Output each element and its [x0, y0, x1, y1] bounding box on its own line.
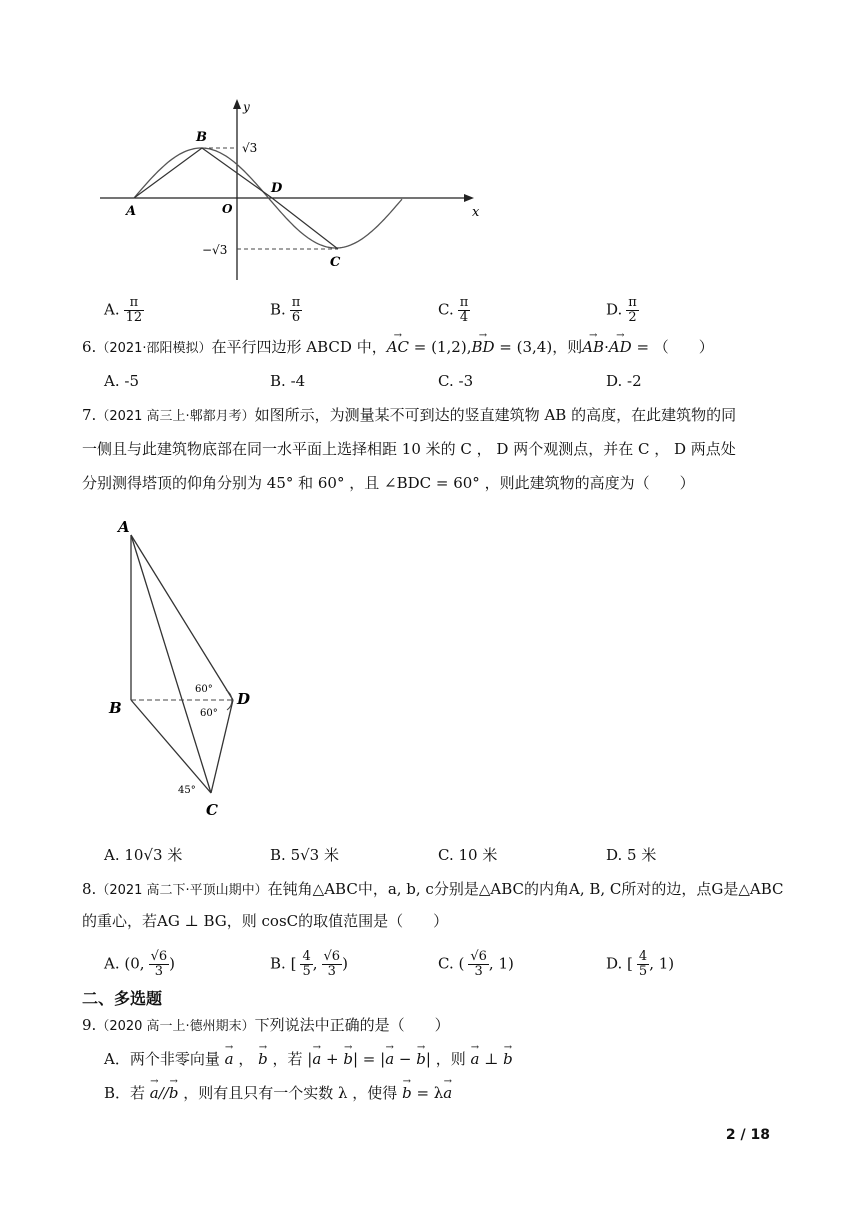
- q6-option-d[interactable]: D. -2: [606, 372, 642, 390]
- q6-option-a[interactable]: A. -5: [104, 372, 140, 390]
- vector-bd: → BD: [471, 336, 494, 358]
- point-b-label: B: [196, 130, 207, 145]
- q9-stem: 9.（2020 高一上·德州期末）下列说法中正确的是（ ）: [82, 1016, 450, 1034]
- q6-tail: = （ ）: [631, 338, 714, 356]
- point-a-fig2: A: [118, 518, 130, 536]
- q7-option-c[interactable]: C. 10 米: [438, 846, 498, 864]
- q6-number: 6.: [82, 338, 97, 356]
- q8-source: （2021 高二下·平顶山期中）: [96, 883, 268, 898]
- q7-line2: 一侧且与此建筑物底部在同一水平面上选择相距 10 米的 C ， D 两个观测点，并在 C ， D 两点处: [82, 440, 736, 458]
- q5-option-b[interactable]: B. $\frac{\pi}{6}$: [270, 295, 301, 325]
- angle-60-lower: 60°: [200, 708, 218, 719]
- origin-label: O: [222, 202, 233, 216]
- q5-option-c[interactable]: C. $\frac{\pi}{4}$: [438, 295, 469, 325]
- point-d-fig2: D: [237, 690, 251, 708]
- q6-eq2: = (3,4)，则: [494, 338, 583, 356]
- building-figure: [100, 510, 270, 830]
- neg-sqrt3-label: −√3: [202, 243, 228, 257]
- q9-option-a[interactable]: A．两个非零向量 → a ， → b ，若 |→ a + → b| = |→ a − → b| ，则 → a ⊥ → b: [104, 1048, 513, 1070]
- q7-line3: 分别测得塔顶的仰角分别为 45° 和 60° ，且 ∠BDC = 60° ，则此建筑物的高度为（ ）: [82, 474, 695, 492]
- point-d-label: D: [271, 181, 283, 196]
- q7-line1: 7.（2021 高三上·郫都月考）如图所示，为测量某不可到达的竖直建筑物 AB 的高度，在此建筑物的同: [82, 406, 737, 424]
- point-a-label: A: [126, 204, 137, 219]
- q6-option-b[interactable]: B. -4: [270, 372, 306, 390]
- sine-graph-figure: [96, 96, 486, 286]
- q8-line2: 的重心，若AG ⊥ BG，则 cosC的取值范围是（ ）: [82, 912, 449, 930]
- vector-ac: → AC: [387, 336, 409, 358]
- q8-option-c[interactable]: C. ( $\frac{√6}{3}$ , 1): [438, 949, 514, 979]
- q6-text-a: 在平行四边形 ABCD 中，: [211, 338, 387, 356]
- q5-option-a[interactable]: A. $\frac{\pi}{12}$: [104, 295, 143, 325]
- q6-stem: [82, 336, 790, 360]
- q8-option-a[interactable]: A. (0, $\frac{√6}{3}$ ): [104, 949, 175, 979]
- y-axis-label: y: [243, 100, 250, 114]
- vector-ab: → AB: [582, 336, 604, 358]
- q6-source: （2021·邵阳模拟）: [96, 341, 212, 356]
- q7-option-d[interactable]: D. 5 米: [606, 846, 657, 864]
- q6-dot: ·: [604, 338, 609, 356]
- q5-option-d[interactable]: D. $\frac{\pi}{2}$: [606, 295, 637, 325]
- vector-ad: → AD: [609, 336, 632, 358]
- q6-option-c[interactable]: C. -3: [438, 372, 474, 390]
- q8-option-d[interactable]: D. [ $\frac{4}{5}$ , 1): [606, 949, 675, 979]
- x-axis-label: x: [472, 205, 480, 220]
- q7-option-b[interactable]: B. 5√3 米: [270, 846, 339, 864]
- point-c-fig2: C: [206, 801, 218, 819]
- angle-45: 45°: [178, 785, 196, 796]
- q9-source: （2020 高一上·德州期末）: [96, 1019, 255, 1034]
- section-heading: 二、多选题: [82, 989, 163, 1008]
- q7-source: （2021 高三上·郫都月考）: [96, 409, 255, 424]
- sqrt3-label: √3: [242, 141, 258, 155]
- q8-line1: 8.（2021 高二下·平顶山期中）在钝角△ABC中，a, b, c分别是△ABC的内角A, B, C所对的边，点G是△ABC: [82, 880, 784, 898]
- q7-option-a[interactable]: A. 10√3 米: [104, 846, 183, 864]
- point-b-fig2: B: [109, 699, 122, 717]
- q9-option-b[interactable]: B．若 → a//→ b ，则有且只有一个实数 λ ，使得 → b = λ→ a: [104, 1082, 452, 1104]
- q8-option-b[interactable]: B. [ $\frac{4}{5}$ , $\frac{√6}{3}$ ): [270, 949, 348, 979]
- point-c-label: C: [330, 255, 341, 270]
- angle-60-upper: 60°: [195, 684, 213, 695]
- page-number: 2 / 18: [725, 1127, 770, 1143]
- q6-eq1: = (1,2),: [409, 338, 472, 356]
